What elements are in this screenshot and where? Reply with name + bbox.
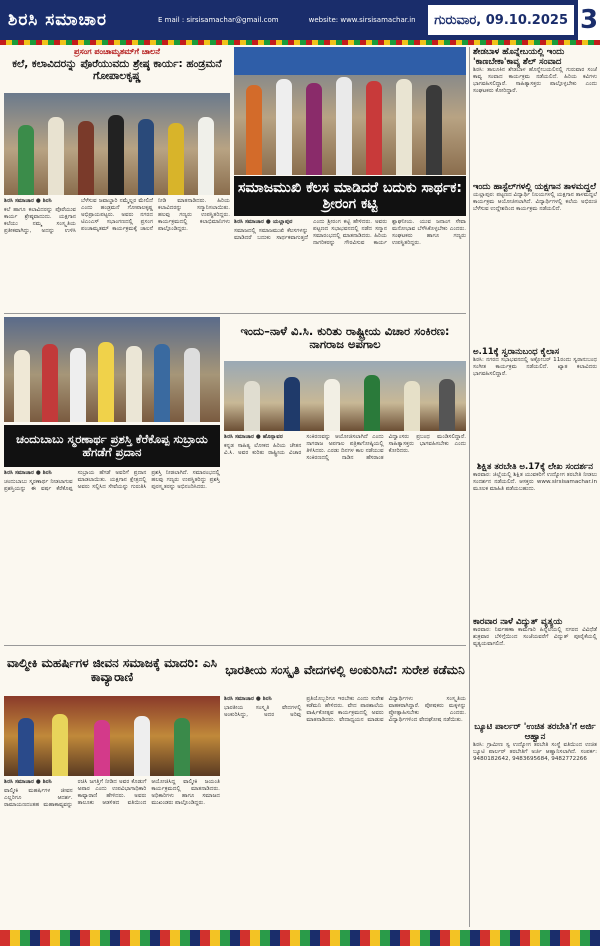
story5-body	[4, 779, 220, 927]
sidebar-item	[473, 182, 597, 342]
sidebar-item	[473, 722, 597, 892]
story2-headline: ಸಮಾಜಮುಖಿ ಕೆಲಸ ಮಾಡಿದರೆ ಬದುಕು ಸಾರ್ಥಕ: ಶ್ರೀರಂಗ ಕಟ್ಟಿ	[234, 176, 466, 216]
sidebar-headline: ಶಿಕ್ಷಿತ ತರಬೇತಿ ಅ.17ಕ್ಕೆ ಲೇಖ ಸಂದರ್ಶನ	[476, 462, 594, 472]
story2-body	[234, 219, 466, 311]
story5-text: ವಾಲ್ಮೀಕಿ ಮಹರ್ಷಿಗಳ ಜೀವನ ಎಲ್ಲರಿಗೂ ಆದರ್ಶ. ರಾಮಾಯಣದಂತಹ ಮಹಾಕಾವ್ಯವನ್ನು ರಚಿಸಿ ಜಗತ್ತಿಗೆ ನೀಡಿದ ಅವರ ಕೊಡುಗೆ ಅಪಾರ ಎಂದು ಉಪವಿಭಾಗಾಧಿಕಾರಿ ಕಾವ್ಯಾರಾಣಿ ಹೇಳಿದರು. ಅವರು ತಾಲೂಕು ಆಡಳಿತದ ವತಿಯಿಂದ ಆಯೋಜಿಸಿದ್ದ ವಾಲ್ಮೀಕಿ ಜಯಂತಿ ಕಾರ್ಯಕ್ರಮದಲ್ಲಿ ಮಾತನಾಡಿದರು. ಅಧಿಕಾರಿಗಳು ಹಾಗೂ ಸಮಾಜದ ಮುಖಂಡರು ಪಾಲ್ಗೊಂಡಿದ್ದರು.	[4, 779, 220, 808]
masthead-contact	[158, 16, 428, 24]
story4-text: ಚಂದುಬಾಬು ಸ್ಮರಣಾರ್ಥ ನೀಡಲಾಗುವ ಪ್ರಶಸ್ತಿಯನ್ನು ಈ ವರ್ಷ ಕೆರೆಕೊಪ್ಪ ಸುಬ್ರಾಯ ಹೆಗಡೆ ಅವರಿಗೆ ಪ್ರದಾನ ಮಾಡಲಾಯಿತು. ಯಕ್ಷಗಾನ ಕ್ಷೇತ್ರದಲ್ಲಿ ಅವರು ಸಲ್ಲಿಸಿದ ಸೇವೆಯನ್ನು ಗುರುತಿಸಿ ಪ್ರಶಸ್ತಿ ನೀಡಲಾಗಿದೆ. ಸಮಾರಂಭದಲ್ಲಿ ಹಲವು ಗಣ್ಯರು ಉಪಸ್ಥಿತರಿದ್ದು ಪ್ರಶಸ್ತಿ ಪುರಸ್ಕೃತರನ್ನು ಅಭಿನಂದಿಸಿದರು.	[4, 470, 220, 492]
page-number: 3	[578, 0, 600, 40]
story1-kicker: ಪ್ರಸಂಗ ಪಂಚಾಮೃತಮ್‌ಗೆ ಚಾಲನೆ	[73, 47, 160, 56]
story3-headline: ಇಂದು–ನಾಳೆ ವಿ.ಸಿ. ಕುರಿತು ರಾಷ್ಟ್ರೀಯ ವಿಚಾರ ಸಂಕಿರಣ: ನಾಗರಾಜ ಅಪಗಾಲ	[240, 323, 450, 351]
sidebar-headline: ಕಾರವಾರ ನಾಳೆ ವಿದ್ಯುತ್ ವ್ಯತ್ಯಯ	[473, 617, 563, 627]
sidebar-body: ಯಲ್ಲಾಪುರ: ಪಟ್ಟಣದ ವಿದ್ಯಾರ್ಥಿ ನಿಲಯಗಳಲ್ಲಿ ಯಕ್ಷಗಾನ ತಾಳಮದ್ದಲೆ ಕಾರ್ಯಕ್ರಮ ಆಯೋಜಿಸಲಾಗಿದೆ. ವಿದ್ಯಾರ್ಥಿಗಳಲ್ಲಿ ಕಲೆಯ ಅಭಿರುಚಿ ಬೆಳೆಸುವ ಉದ್ದೇಶದಿಂದ ಕಾರ್ಯಕ್ರಮ ನಡೆಯಲಿದೆ.	[473, 192, 597, 212]
story3-byline: ಶಿರಸಿ ಸಮಾಚಾರ ● ಹೊನ್ನಾವರ	[224, 434, 283, 440]
sidebar-body: ಶಿರಸಿ: ಗ್ರಾಮೀಣ ಸ್ವ ಉದ್ಯೋಗ ತರಬೇತಿ ಸಂಸ್ಥೆ ವತಿಯಿಂದ ಉಚಿತ ಬ್ಯೂಟಿ ಪಾರ್ಲರ್ ತರಬೇತಿಗೆ ಅರ್ಜಿ ಆಹ್ವಾನಿಸಲಾಗಿದೆ. ಸಂಪರ್ಕ: 9480182642, 9483695684, 9482772266	[473, 742, 597, 762]
sidebar-item	[473, 462, 597, 612]
story3-photo	[224, 361, 466, 431]
story2-photo	[234, 47, 466, 175]
masthead-ornament	[0, 40, 600, 45]
sidebar-headline: ಬ್ಯೂಟಿ ಪಾರ್ಲರ್ 'ಉಚಿತ ತರಬೇತಿ'ಗೆ ಅರ್ಜಿ ಆಹ್ವಾನ	[474, 722, 596, 742]
sidebar	[473, 47, 597, 927]
sidebar-body: ಶಿರಸಿ: ನಗರದ ಸಭಾಭವನದಲ್ಲಿ ಅಕ್ಟೋಬರ್ 11ರಂದು ಸ್ವರಾನುಬಂಧ ಸಂಗೀತ ಕಾರ್ಯಕ್ರಮ ನಡೆಯಲಿದೆ. ಖ್ಯಾತ ಕಲಾವಿದರು ಭಾಗವಹಿಸಲಿದ್ದಾರೆ.	[473, 357, 597, 377]
divider	[4, 313, 466, 314]
story1-photo	[4, 93, 230, 195]
sidebar-divider	[469, 47, 470, 927]
story6-text: ಭಾರತೀಯ ಸಂಸ್ಕೃತಿ ವೇದಗಳಲ್ಲಿ ಅಂಕುರಿಸಿದ್ದು, ಅದರ ಅರಿವು ಪ್ರತಿಯೊಬ್ಬರಿಗೂ ಇರಬೇಕು ಎಂದು ಸುರೇಶ ಕಡೆಮನಿ ಹೇಳಿದರು. ವೇದ ಪಾಠಶಾಲೆಯ ವಾರ್ಷಿಕೋತ್ಸವ ಕಾರ್ಯಕ್ರಮದಲ್ಲಿ ಅವರು ಮಾತನಾಡಿದರು. ವೇದಾಧ್ಯಯನ ಮಾಡುವ ವಿದ್ಯಾರ್ಥಿಗಳು ಸಂಸ್ಕೃತಿಯ ವಾಹಕರಾಗಿದ್ದಾರೆ. ಪೋಷಕರು ಮಕ್ಕಳನ್ನು ಪ್ರೋತ್ಸಾಹಿಸಬೇಕು ಎಂದರು. ವಿದ್ಯಾರ್ಥಿಗಳಿಂದ ವೇದಘೋಷ ನಡೆಯಿತು.	[224, 696, 466, 723]
sidebar-item	[473, 617, 597, 717]
story3-text: ಕನ್ನಡ ಸಾಹಿತ್ಯ ಲೋಕದ ಹಿರಿಯ ಚೇತನ ವಿ.ಸಿ. ಅವರ ಕುರಿತು ರಾಷ್ಟ್ರೀಯ ವಿಚಾರ ಸಂಕಿರಣವನ್ನು ಆಯೋಜಿಸಲಾಗಿದೆ ಎಂದು ನಾಗರಾಜ ಅಪಗಾಲ ಪತ್ರಿಕಾಗೋಷ್ಠಿಯಲ್ಲಿ ತಿಳಿಸಿದರು. ಎರಡು ದಿನಗಳ ಕಾಲ ನಡೆಯುವ ಸಂಕಿರಣದಲ್ಲಿ ನಾಡಿನ ಹೆಸರಾಂತ ವಿದ್ವಾಂಸರು ಪ್ರಬಂಧ ಮಂಡಿಸಲಿದ್ದಾರೆ. ಸಾಹಿತ್ಯಾಸಕ್ತರು ಭಾಗವಹಿಸಬೇಕು ಎಂದು ಕೋರಿದರು.	[224, 434, 466, 461]
sidebar-body: ಕಾರವಾರ: ನಿರ್ವಹಣಾ ಕಾಮಗಾರಿ ಹಿನ್ನೆಲೆಯಲ್ಲಿ ನಗರದ ವಿವಿಧೆಡೆ ಶುಕ್ರವಾರ ಬೆಳಿಗ್ಗೆಯಿಂದ ಸಂಜೆಯವರೆಗೆ ವಿದ್ಯುತ್ ಪೂರೈಕೆಯಲ್ಲಿ ವ್ಯತ್ಯಯವಾಗಲಿದೆ.	[473, 627, 597, 647]
story4-headline: ಚಂದುಬಾಬು ಸ್ಮರಣಾರ್ಥ ಪ್ರಶಸ್ತಿ ಕೆರೆಕೊಪ್ಪ ಸುಬ್ರಾಯ ಹೆಗಡೆಗೆ ಪ್ರದಾನ	[4, 425, 220, 467]
sidebar-item	[473, 347, 597, 457]
masthead-email: E mail : sirsisamachar@gmail.com	[158, 16, 279, 24]
masthead-date: ಗುರುವಾರ, 09.10.2025	[428, 5, 574, 35]
story5-byline: ಶಿರಸಿ ಸಮಾಚಾರ ● ಶಿರಸಿ	[4, 779, 52, 785]
sidebar-headline: ಇಂದು ಹಾಸ್ಟೆಲ್‌ಗಳಲ್ಲಿ ಯಕ್ಷಗಾನ ತಾಳಮದ್ದಲೆ	[473, 182, 596, 192]
story1-text: ಕಲೆ ಹಾಗೂ ಕಲಾವಿದರನ್ನು ಪೊರೆಯುವ ಕಾರ್ಯ ಶ್ರೇಷ್ಠವಾದುದು. ಯಕ್ಷಗಾನ ಕಲೆಯು ನಮ್ಮ ಸಂಸ್ಕೃತಿಯ ಪ್ರತೀಕವಾಗಿದ್ದು, ಅದನ್ನು ಉಳಿಸಿ ಬೆಳೆಸುವ ಜವಾಬ್ದಾರಿ ನಮ್ಮೆಲ್ಲರ ಮೇಲಿದೆ ಎಂದು ಹಂಡ್ರಮನೆ ಗೋಪಾಲಕೃಷ್ಣ ಅಭಿಪ್ರಾಯಪಟ್ಟರು. ಅವರು ನಗರದ ಟಿಎಂಎಸ್ ಸಭಾಂಗಣದಲ್ಲಿ ಪ್ರಸಂಗ ಪಂಚಾಮೃತಮ್ ಕಾರ್ಯಕ್ರಮಕ್ಕೆ ಚಾಲನೆ ನೀಡಿ ಮಾತನಾಡಿದರು. ಹಿರಿಯ ಕಲಾವಿದರನ್ನು ಸನ್ಮಾನಿಸಲಾಯಿತು. ಹಲವು ಗಣ್ಯರು ಉಪಸ್ಥಿತರಿದ್ದರು. ಕಾರ್ಯಕ್ರಮದಲ್ಲಿ ಕಲಾಭಿಮಾನಿಗಳು ಪಾಲ್ಗೊಂಡಿದ್ದರು.	[4, 198, 230, 234]
story4-body	[4, 470, 220, 642]
story1-byline: ಶಿರಸಿ ಸಮಾಚಾರ ● ಶಿರಸಿ	[4, 198, 52, 204]
story6-headline: ಭಾರತೀಯ ಸಂಸ್ಕೃತಿ ವೇದಗಳಲ್ಲಿ ಅಂಕುರಿಸಿದೆ: ಸುರೇಶ ಕಡೆಮನಿ	[225, 663, 465, 678]
story2-byline: ಶಿರಸಿ ಸಮಾಚಾರ ● ಯಲ್ಲಾಪುರ	[234, 219, 293, 225]
masthead-website: website: www.sirsisamachar.in	[308, 16, 416, 24]
footer-color-bar	[0, 930, 600, 946]
sidebar-headline: ಅ.11ಕ್ಕೆ ಸ್ವರಾನುಬಂಧ ಕೈಲಾಸ	[473, 347, 560, 357]
story5-photo	[4, 696, 220, 776]
story5-headline: ವಾಲ್ಮೀಕಿ ಮಹರ್ಷಿಗಳ ಜೀವನ ಸಮಾಜಕ್ಕೆ ಮಾದರಿ: ಎಸಿ ಕಾವ್ಯಾರಾಣಿ	[7, 656, 217, 684]
story6-byline: ಶಿರಸಿ ಸಮಾಚಾರ ● ಶಿರಸಿ	[224, 696, 272, 702]
masthead	[0, 0, 600, 40]
newspaper-title: ಶಿರಸಿ ಸಮಾಚಾರ	[8, 10, 108, 30]
story1-headline: ಕಲೆ, ಕಲಾವಿದರನ್ನು ಪೊರೆಯುವದು ಶ್ರೇಷ್ಠ ಕಾರ್ಯ: ಹಂಡ್ರಮನೆ ಗೋಪಾಲಕೃಷ್ಣ	[12, 58, 222, 83]
sidebar-item	[473, 47, 597, 177]
divider	[4, 645, 466, 646]
story3-body	[224, 434, 466, 642]
story6-body	[224, 696, 466, 927]
story2-text: ಸಮಾಜದಲ್ಲಿ ಸಮಾಜಮುಖಿ ಕೆಲಸಗಳನ್ನು ಮಾಡಿದರೆ ಬದುಕು ಸಾರ್ಥಕವಾಗುತ್ತದೆ ಎಂದು ಶ್ರೀರಂಗ ಕಟ್ಟಿ ಹೇಳಿದರು. ಅವರು ಪಟ್ಟಣದ ಸಭಾಭವನದಲ್ಲಿ ನಡೆದ ಸನ್ಮಾನ ಸಮಾರಂಭದಲ್ಲಿ ಮಾತನಾಡಿದರು. ಹಿರಿಯ ನಾಗರಿಕರನ್ನು ಗೌರವಿಸುವ ಕಾರ್ಯ ಶ್ಲಾಘನೀಯ. ಯುವ ಜನಾಂಗ ಸೇವಾ ಮನೋಭಾವ ಬೆಳೆಸಿಕೊಳ್ಳಬೇಕು ಎಂದರು. ಸಂಘಟಕರು ಹಾಗೂ ಗಣ್ಯರು ಉಪಸ್ಥಿತರಿದ್ದರು.	[234, 219, 466, 246]
sidebar-body: ಕಾರವಾರ: ಜಿಲ್ಲೆಯಲ್ಲಿ ಶಿಕ್ಷಿತ ಯುವಕರಿಗೆ ಉದ್ಯೋಗ ತರಬೇತಿ ನೀಡಲು ಸಂದರ್ಶನ ನಡೆಯಲಿದೆ. ಆಸಕ್ತರು www.sirsisamachar.in ಮೂಲಕ ಮಾಹಿತಿ ಪಡೆಯಬಹುದು.	[473, 472, 597, 492]
story1-body	[4, 198, 230, 308]
story4-photo	[4, 317, 220, 422]
sidebar-body: ಶಿರಸಿ: ತಾಲೂಕಿನ ಶೇಡಬಾಳ ಹೊನ್ನೇಬಯಲಿನಲ್ಲಿ ಗುರುವಾರ ಸಂಜೆ ಕಾವ್ಯ ಸಂವಾದ ಕಾರ್ಯಕ್ರಮ ನಡೆಯಲಿದೆ. ಹಿರಿಯ ಕವಿಗಳು ಭಾಗವಹಿಸಲಿದ್ದಾರೆ. ಸಾಹಿತ್ಯಾಸಕ್ತರು ಪಾಲ್ಗೊಳ್ಳಬೇಕು ಎಂದು ಸಂಘಟಕರು ಕೋರಿದ್ದಾರೆ.	[473, 67, 597, 94]
story1-heading	[4, 47, 230, 91]
sidebar-headline: ಶೇಡಬಾಳ ಹೊನ್ನೇಬಯಲ್ಲಿ ಇಂದು 'ಕಾಣಬೇಕಾ'ಕಾವ್ಯ ಶೆಲ್ ಸಂವಾದ	[473, 47, 565, 67]
story4-byline: ಶಿರಸಿ ಸಮಾಚಾರ ● ಶಿರಸಿ	[4, 470, 52, 476]
